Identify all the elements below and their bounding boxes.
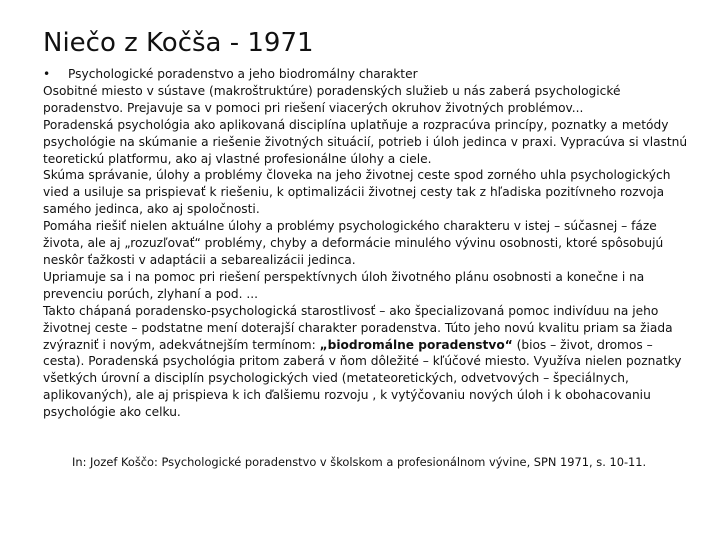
paragraph-4: Pomáha riešiť nielen aktuálne úlohy a problémy psychologického charakteru v istej – súčasnej – fáze života, ale aj „rozuzľovať“ problémy, chyby a deformácie minulého vývinu osobnosti, ktoré spôsobujú neskôr ťažkosti v adaptácii a sebarealizácii jedinca. [43,219,664,267]
citation: In: Jozef Koščo: Psychologické poradenstvo v školskom a profesionálnom vývine, SPN 1971, s. 10-11. [72,455,647,469]
page-title: Niečo z Kočša - 1971 [43,28,314,58]
bullet-heading: Psychologické poradenstvo a jeho biodromálny charakter [68,67,418,81]
paragraph-3: Skúma správanie, úlohy a problémy človeka na jeho životnej ceste spod zorného uhla psychologických vied a usiluje sa prispievať k riešeniu, k optimalizácii životnej cesty tak z hľadiska pozitívneho rozvoja samého jedinca, ako aj spoločnosti. [43,168,671,217]
body-text [43,66,693,421]
paragraph-1: Osobitné miesto v sústave (makroštruktúre) poradenských služieb u nás zaberá psychologické poradenstvo. Prejavuje sa v pomoci pri riešení viacerých okruhov životných problémov... [43,83,621,115]
biodromal-term: „biodromálne poradenstvo“ [319,337,513,352]
paragraph-5: Upriamuje sa i na pomoc pri riešení perspektívnych úloh životného plánu osobnosti a konečne i na prevenciu porúch, zlyhaní a pod. ... [43,269,645,301]
paragraph-2: Poradenská psychológia ako aplikovaná disciplína uplatňuje a rozpracúva princípy, poznatky a metódy psychológie na skúmanie a riešenie životných situácií, potrieb i úloh jedinca v praxi. Vypracúva si vlastnú teoretickú platformu, ako aj vlastné profesionálne úlohy a ciele. [43,117,688,166]
bullet-heading-line [43,66,693,83]
paragraph-6-start: Takto chápaná poradensko-psychologická starostlivosť – ako špecializovaná pomoc indivíduu na jeho životnej ceste – podstatne mení doterajší charakter poradenstva. Túto jeho novú kvalitu priam sa žiada zvýrazniť i novým, adekvátnejším termínom: [43,303,673,352]
bullet-icon: • [43,67,51,81]
paragraph-6-end: (bios – život, dromos – cesta). Poradenská psychológia pritom zaberá v ňom dôležité – kľúčové miesto. Využíva nielen poznatky všetkých úrovní a disciplín psychologických vied (metateoretických, odvetvových – špeciálnych, aplikovaných), ale aj prispieva k ich ďalšiemu rozvoju , k vytýčovaniu nových úloh i k obohacovaniu psychológie ako celku. [43,337,682,420]
paragraph-6 [43,303,693,421]
